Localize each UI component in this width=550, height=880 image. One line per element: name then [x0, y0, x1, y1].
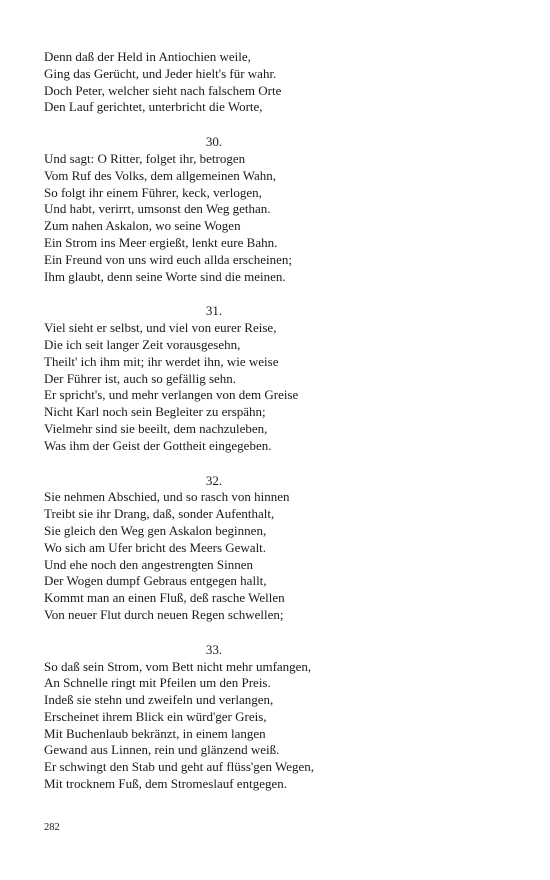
verse-line: Denn daß der Held in Antiochien weile, [44, 49, 251, 64]
verse-line: Vielmehr sind sie beeilt, dem nachzuleben, [44, 420, 268, 436]
verse-line: Theilt' ich ihm mit; ihr werdet ihn, wie weise [44, 353, 279, 369]
verse-line: Und sagt: O Ritter, folget ihr, betrogen [44, 150, 246, 166]
verse-line: So folgt ihr einem Führer, keck, verlogen, [44, 184, 262, 200]
verse-line: Ein Freund von uns wird euch allda erscheinen; [44, 251, 293, 267]
verse-line: Nicht Karl noch sein Begleiter zu erspähn; [44, 404, 266, 420]
verse-line: Ging das Gerücht, und Jeder hielt's für wahr. [44, 65, 277, 81]
verse-line: Vom Ruf des Volks, dem allgemeinen Wahn, [44, 167, 276, 183]
verse-line: Sie nehmen Abschied, und so rasch von hinnen [44, 489, 290, 505]
stanza-number: 31. [205, 303, 223, 319]
verse-line: Den Lauf gerichtet, unterbricht die Worte, [44, 99, 263, 115]
verse-line: Was ihm der Geist der Gottheit eingegeben. [44, 437, 272, 453]
verse-line: Ihm glaubt, denn seine Worte sind die meinen. [44, 268, 286, 284]
verse-line: Kommt man an einen Fluß, deß rasche Wellen [44, 590, 285, 606]
verse-line: So daß sein Strom, vom Bett nicht mehr umfangen, [44, 658, 312, 674]
verse-line: Ein Strom ins Meer ergießt, lenkt eure Bahn. [44, 234, 278, 250]
verse-line: Zum nahen Askalon, wo seine Wogen [44, 218, 241, 234]
verse-line: Der Wogen dumpf Gebraus entgegen hallt, [44, 573, 267, 589]
verse-line: An Schnelle ringt mit Pfeilen um den Preis. [44, 675, 271, 691]
verse-line: Sie gleich den Weg gen Askalon beginnen, [44, 522, 267, 538]
stanza-33 [44, 642, 384, 793]
verse-line: Und habt, verirrt, umsonst den Weg gethan. [44, 201, 271, 217]
verse-line: Viel sieht er selbst, und viel von eurer Reise, [44, 320, 277, 336]
stanza-number: 33. [205, 641, 223, 657]
verse-line: Er schwingt den Stab und geht auf flüss'gen Wegen, [44, 759, 315, 775]
verse-line: Und ehe noch den angestrengten Sinnen [44, 556, 254, 572]
verse-line: Der Führer ist, auch so gefällig sehn. [44, 370, 237, 386]
verse-line: Indeß sie stehn und zweifeln und verlangen, [44, 692, 274, 708]
verse-line: Wo sich am Ufer bricht des Meers Gewalt. [44, 539, 267, 555]
verse-line: Von neuer Flut durch neuen Regen schwellen; [44, 606, 284, 622]
stanza-31 [44, 303, 384, 454]
stanza-30 [44, 134, 384, 285]
stanza-32 [44, 473, 384, 624]
stanza-number: 32. [205, 472, 223, 488]
page-number: 282 [44, 822, 60, 833]
poem-page [44, 49, 384, 793]
verse-line: Doch Peter, welcher sieht nach falschem Orte [44, 82, 282, 98]
verse-line: Erscheinet ihrem Blick ein würd'ger Greis, [44, 708, 267, 724]
verse-line: Er spricht's, und mehr verlangen von dem Greise [44, 387, 299, 403]
verse-line: Gewand aus Linnen, rein und glänzend weiß. [44, 742, 280, 758]
verse-line: Mit Buchenlaub bekränzt, in einem langen [44, 725, 266, 741]
verse-line: Die ich seit langer Zeit vorausgesehn, [44, 336, 241, 352]
stanza-number: 30. [205, 134, 223, 150]
verse-line: Treibt sie ihr Drang, daß, sonder Aufenthalt, [44, 506, 275, 522]
verse-line: Mit trocknem Fuß, dem Stromeslauf entgegen. [44, 776, 287, 792]
stanza-29-continued [44, 49, 384, 116]
